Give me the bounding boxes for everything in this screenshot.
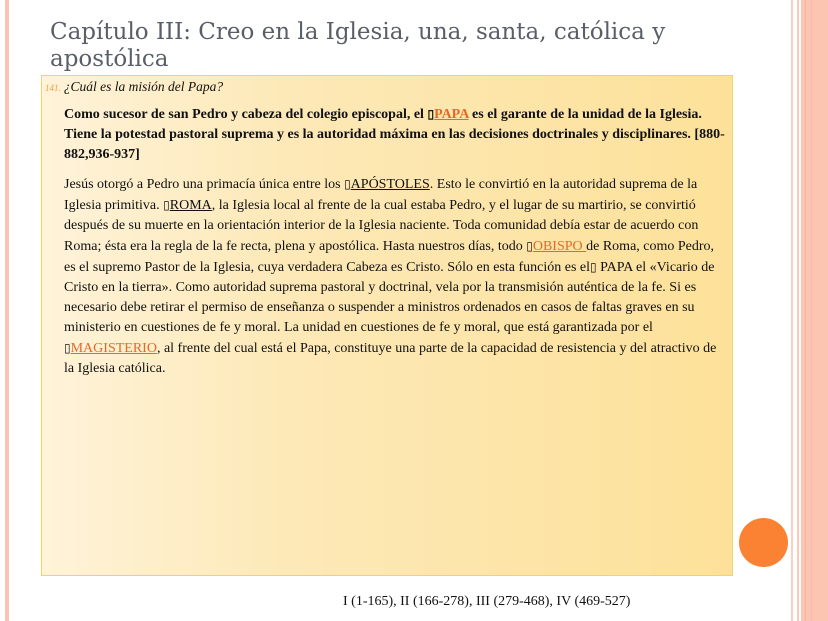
right-decorative-border xyxy=(791,0,828,621)
border-stripe xyxy=(805,0,806,621)
slide-title: Capítulo III: Creo en la Iglesia, una, santa, católica y apostólica xyxy=(50,19,666,72)
body-text: PAPA el «Vicario de Cristo en la tierra». Como autoridad suprema pastoral y doctrinal, vela por la transmisión auténtica de la fe. Si es necesario debe retirar el permiso de enseñanza o suspender a ministros ordenados en casos de faltas graves en su ministerio en cuestiones de fe y moral. La unidad en cuestiones de fe y moral, que está garantizada por el xyxy=(64,260,715,335)
link-marker-icon: ▯ xyxy=(590,260,597,274)
body-paragraph xyxy=(64,174,729,379)
orange-circle-decoration xyxy=(739,518,788,567)
border-stripe xyxy=(811,0,812,621)
body-text: , la Iglesia local al frente de la cual estaba Pedro, y el lugar de su martirio, se convirtió después de su muerte en la orientación interior de la Iglesia naciente. Toda comunidad debía estar de acuerdo con Roma; ésta era la regla de la fe recta, plena y apostólica. Hasta nuestros días, todo xyxy=(64,198,699,254)
question-number: 141. xyxy=(45,83,61,93)
content-box xyxy=(41,75,733,576)
left-decorative-stripe xyxy=(5,0,9,621)
answer-text: Como sucesor de san Pedro y cabeza del colegio episcopal, el xyxy=(64,107,428,122)
answer-paragraph xyxy=(64,104,729,165)
link-apostoles[interactable]: APÓSTOLES xyxy=(350,177,430,192)
body-text: , al frente del cual está el Papa, constituye una parte de la capacidad de resistencia y del atractivo de la Iglesia católica. xyxy=(64,341,717,376)
body-text: de Roma, como Pedro, es el supremo Pastor de la Iglesia, cuya verdadera Cabeza es Cristo. Sólo en esta función es el xyxy=(64,239,715,275)
link-marker-icon: ▯ xyxy=(163,198,170,212)
link-marker-icon: ▯ xyxy=(427,107,435,121)
body-text: Jesús otorgó a Pedro una primacía única entre los xyxy=(64,177,345,192)
answer-text: es el garante de la unidad de la Iglesia. Tiene la potestad pastoral suprema y es la autoridad máxima en las decisiones doctrinales y disciplinares. [880-882,936-937] xyxy=(64,107,725,162)
link-papa[interactable]: PAPA xyxy=(434,107,469,122)
link-marker-icon: ▯ xyxy=(526,239,533,253)
link-obispo[interactable]: OBISPO xyxy=(532,239,587,254)
link-marker-icon: ▯ xyxy=(64,341,71,355)
link-marker-icon: ▯ xyxy=(344,177,351,191)
link-magisterio[interactable]: MAGISTERIO xyxy=(70,341,157,356)
border-stripe xyxy=(791,0,793,621)
question-heading xyxy=(45,79,223,95)
question-text: ¿Cuál es la misión del Papa? xyxy=(63,79,224,94)
link-roma[interactable]: ROMA xyxy=(169,198,212,213)
body-text: . Esto le convirtió en la autoridad suprema de la Iglesia primitiva. xyxy=(64,177,698,213)
border-stripe xyxy=(797,0,799,621)
chapter-range-footer: I (1-165), II (166-278), III (279-468), IV (469-527) xyxy=(343,594,631,609)
